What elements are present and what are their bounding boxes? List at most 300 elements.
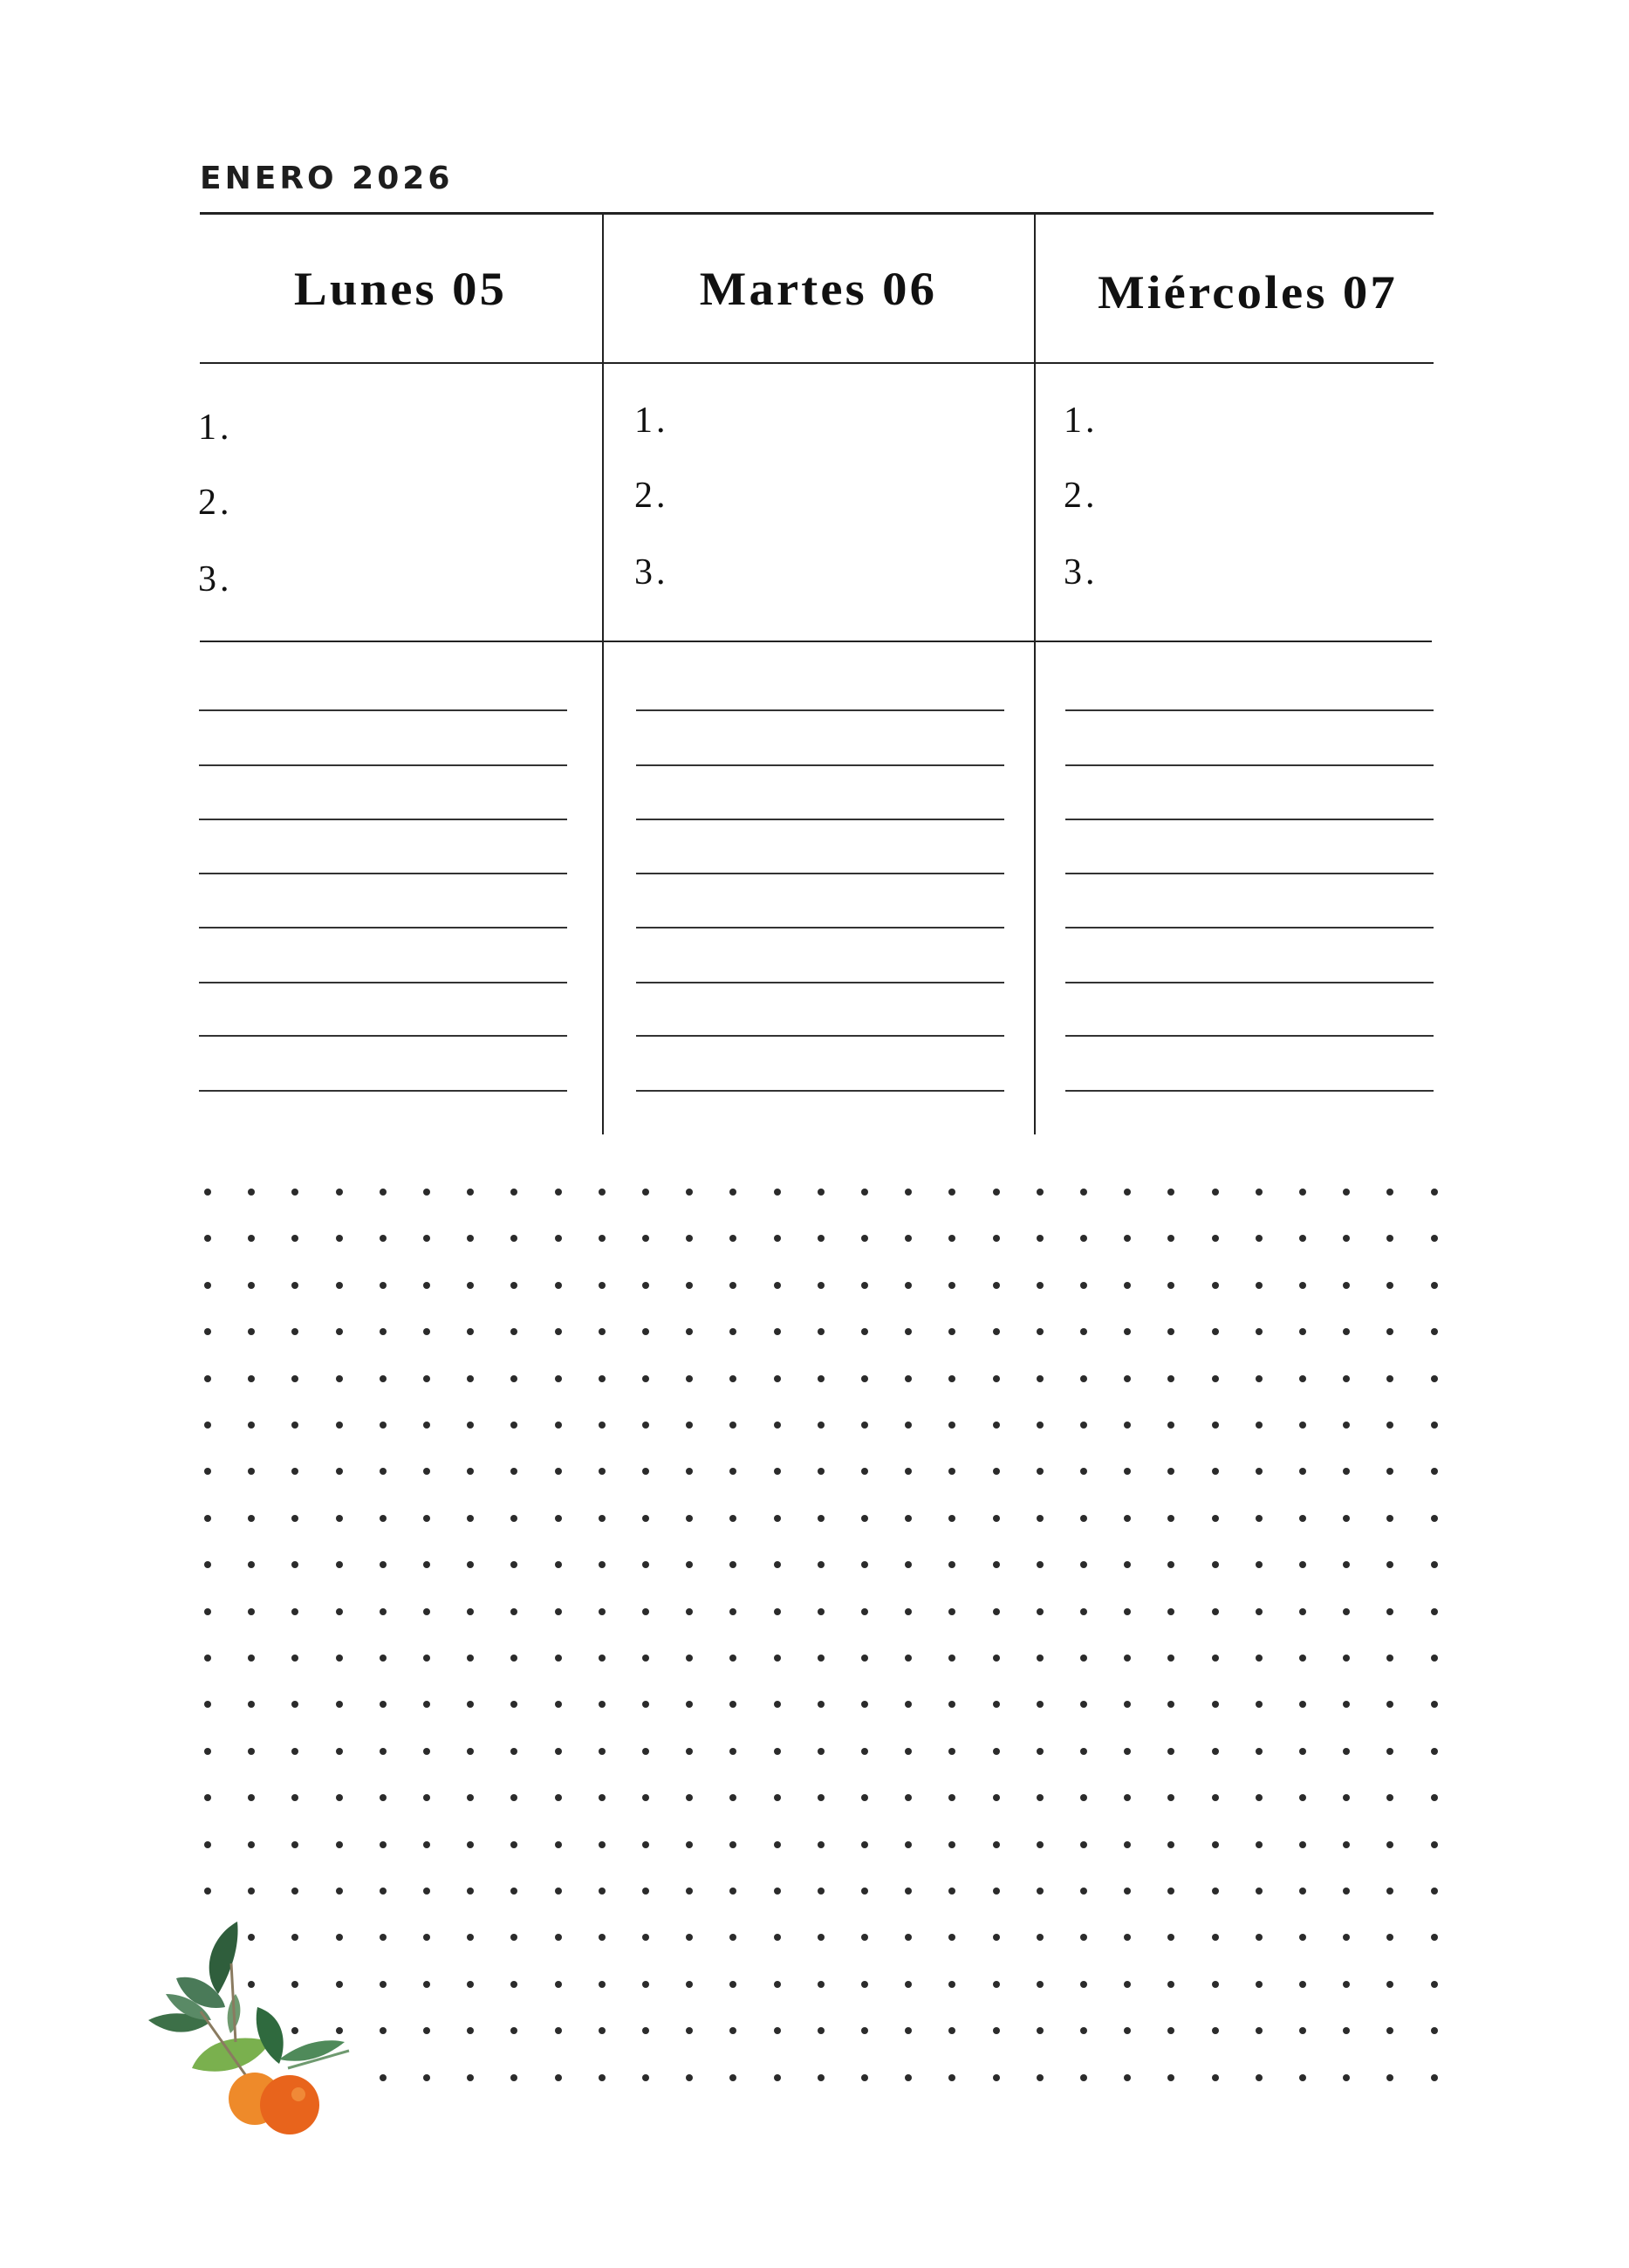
grid-dot — [1431, 1282, 1438, 1289]
grid-dot — [467, 2074, 474, 2081]
grid-dot — [1431, 2074, 1438, 2081]
grid-dot — [774, 1841, 781, 1848]
grid-dot — [380, 1748, 387, 1755]
grid-dot — [686, 1375, 693, 1382]
grid-dot — [599, 1888, 606, 1895]
grid-dot — [948, 1328, 955, 1335]
grid-dot — [423, 1701, 430, 1708]
grid-dot — [1343, 1701, 1350, 1708]
grid-dot — [1080, 1794, 1087, 1801]
grid-dot — [1037, 1981, 1044, 1988]
grid-dot — [729, 1468, 736, 1475]
grid-dot — [1037, 1189, 1044, 1196]
grid-dot — [1299, 1981, 1306, 1988]
priority-item[interactable]: 1. — [1064, 401, 1099, 441]
grid-dot — [1080, 1375, 1087, 1382]
grid-dot — [1037, 1841, 1044, 1848]
grid-dot — [993, 1515, 1000, 1522]
grid-dot — [248, 1561, 255, 1568]
grid-dot — [555, 1608, 562, 1615]
grid-dot — [423, 1888, 430, 1895]
grid-dot — [1386, 1655, 1393, 1662]
grid-dot — [291, 1608, 298, 1615]
grid-dot — [642, 1235, 649, 1242]
grid-dot — [1167, 1375, 1174, 1382]
writing-line[interactable] — [199, 709, 567, 711]
grid-dot — [1386, 1422, 1393, 1429]
grid-dot — [1299, 1701, 1306, 1708]
grid-dot — [948, 1235, 955, 1242]
grid-dot — [818, 1934, 825, 1941]
grid-dot — [510, 2074, 517, 2081]
writing-line[interactable] — [1065, 982, 1434, 983]
grid-dot — [423, 1515, 430, 1522]
grid-dot — [642, 1189, 649, 1196]
writing-line[interactable] — [1065, 709, 1434, 711]
grid-dot — [423, 1841, 430, 1848]
grid-dot — [380, 1794, 387, 1801]
priority-item[interactable]: 1. — [634, 401, 669, 441]
grid-dot — [291, 1235, 298, 1242]
grid-dot — [423, 1608, 430, 1615]
grid-dot — [993, 2027, 1000, 2034]
writing-line[interactable] — [1065, 1090, 1434, 1092]
grid-dot — [423, 1235, 430, 1242]
priority-item[interactable]: 3. — [198, 559, 233, 600]
writing-line[interactable] — [636, 1035, 1004, 1037]
grid-dot — [1080, 1608, 1087, 1615]
grid-dot — [204, 1282, 211, 1289]
grid-dot — [1256, 2074, 1263, 2081]
grid-dot — [1299, 1794, 1306, 1801]
grid-dot — [1167, 1655, 1174, 1662]
grid-dot — [642, 1748, 649, 1755]
grid-dot — [948, 1468, 955, 1475]
grid-dot — [1080, 2074, 1087, 2081]
grid-dot — [729, 1888, 736, 1895]
writing-line[interactable] — [636, 873, 1004, 874]
grid-dot — [1167, 1701, 1174, 1708]
grid-dot — [1299, 1468, 1306, 1475]
grid-dot — [818, 1235, 825, 1242]
grid-dot — [1080, 1282, 1087, 1289]
grid-dot — [686, 2027, 693, 2034]
grid-dot — [336, 1235, 343, 1242]
grid-dot — [1386, 1515, 1393, 1522]
grid-dot — [1080, 1701, 1087, 1708]
writing-line[interactable] — [636, 927, 1004, 928]
grid-dot — [248, 1375, 255, 1382]
grid-dot — [1080, 1934, 1087, 1941]
grid-dot — [818, 1515, 825, 1522]
grid-dot — [1080, 1888, 1087, 1895]
grid-dot — [555, 1422, 562, 1429]
grid-dot — [1256, 1701, 1263, 1708]
grid-dot — [555, 1981, 562, 1988]
grid-dot — [905, 1468, 912, 1475]
grid-dot — [1037, 1468, 1044, 1475]
grid-dot — [1080, 1468, 1087, 1475]
grid-dot — [336, 1561, 343, 1568]
grid-dot — [1037, 1235, 1044, 1242]
grid-dot — [1124, 1934, 1131, 1941]
writing-line[interactable] — [199, 819, 567, 820]
grid-dot — [948, 1282, 955, 1289]
grid-dot — [555, 1235, 562, 1242]
grid-dot — [1386, 1328, 1393, 1335]
grid-dot — [599, 1189, 606, 1196]
writing-line[interactable] — [1065, 764, 1434, 766]
grid-dot — [1299, 1282, 1306, 1289]
grid-dot — [642, 1794, 649, 1801]
grid-dot — [555, 1841, 562, 1848]
grid-dot — [467, 1468, 474, 1475]
grid-dot — [686, 1655, 693, 1662]
grid-dot — [1256, 1235, 1263, 1242]
grid-dot — [642, 1282, 649, 1289]
grid-dot — [1386, 1888, 1393, 1895]
writing-line[interactable] — [636, 764, 1004, 766]
grid-dot — [291, 1748, 298, 1755]
grid-dot — [467, 1189, 474, 1196]
grid-dot — [1431, 1608, 1438, 1615]
grid-dot — [1124, 1608, 1131, 1615]
grid-dot — [248, 1515, 255, 1522]
grid-dot — [1037, 2074, 1044, 2081]
grid-dot — [861, 1375, 868, 1382]
grid-dot — [467, 1375, 474, 1382]
grid-dot — [1256, 1561, 1263, 1568]
grid-dot — [467, 1841, 474, 1848]
grid-dot — [423, 1282, 430, 1289]
grid-dot — [1386, 1748, 1393, 1755]
grid-dot — [729, 1981, 736, 1988]
day-header-wednesday: Miércoles 07 — [1098, 266, 1398, 319]
grid-dot — [1431, 1655, 1438, 1662]
grid-dot — [336, 1189, 343, 1196]
grid-dot — [948, 1422, 955, 1429]
grid-dot — [1167, 1841, 1174, 1848]
grid-dot — [1256, 1655, 1263, 1662]
grid-dot — [905, 1981, 912, 1988]
grid-dot — [1124, 2027, 1131, 2034]
grid-dot — [380, 1608, 387, 1615]
grid-dot — [729, 1561, 736, 1568]
grid-dot — [1037, 1561, 1044, 1568]
grid-dot — [336, 1794, 343, 1801]
grid-dot — [599, 1655, 606, 1662]
grid-dot — [510, 1375, 517, 1382]
grid-dot — [1386, 1981, 1393, 1988]
grid-dot — [291, 1328, 298, 1335]
writing-line[interactable] — [1065, 873, 1434, 874]
grid-dot — [1037, 1515, 1044, 1522]
grid-dot — [1386, 1375, 1393, 1382]
grid-dot — [599, 1794, 606, 1801]
grid-dot — [291, 1515, 298, 1522]
grid-dot — [204, 1375, 211, 1382]
grid-dot — [599, 1841, 606, 1848]
grid-dot — [1037, 1934, 1044, 1941]
grid-dot — [686, 1189, 693, 1196]
grid-dot — [248, 1655, 255, 1662]
grid-dot — [861, 2027, 868, 2034]
grid-dot — [291, 1888, 298, 1895]
grid-dot — [467, 1422, 474, 1429]
writing-line[interactable] — [199, 764, 567, 766]
grid-dot — [1343, 1608, 1350, 1615]
grid-dot — [1124, 1841, 1131, 1848]
priority-item[interactable]: 2. — [1064, 476, 1099, 516]
grid-dot — [948, 1794, 955, 1801]
grid-dot — [380, 1934, 387, 1941]
day-header-monday: Lunes 05 — [293, 263, 508, 315]
grid-dot — [993, 1701, 1000, 1708]
writing-line[interactable] — [199, 927, 567, 928]
grid-dot — [510, 2027, 517, 2034]
grid-dot — [948, 1608, 955, 1615]
grid-dot — [1431, 1468, 1438, 1475]
grid-dot — [380, 1468, 387, 1475]
grid-dot — [1386, 1561, 1393, 1568]
priority-item[interactable]: 2. — [634, 476, 669, 516]
column-divider — [1034, 215, 1036, 1134]
grid-dot — [1431, 1375, 1438, 1382]
grid-dot — [204, 1794, 211, 1801]
grid-dot — [1124, 1561, 1131, 1568]
grid-dot — [818, 1328, 825, 1335]
grid-dot — [1386, 1794, 1393, 1801]
grid-dot — [948, 2027, 955, 2034]
grid-dot — [861, 1934, 868, 1941]
grid-dot — [818, 1468, 825, 1475]
grid-dot — [1124, 1515, 1131, 1522]
grid-dot — [818, 1561, 825, 1568]
grid-dot — [1343, 1328, 1350, 1335]
grid-dot — [1212, 1515, 1219, 1522]
grid-dot — [686, 1468, 693, 1475]
grid-dot — [1299, 1748, 1306, 1755]
grid-dot — [993, 1934, 1000, 1941]
writing-line[interactable] — [199, 1090, 567, 1092]
grid-dot — [1167, 1468, 1174, 1475]
grid-dot — [642, 1468, 649, 1475]
grid-dot — [1343, 1794, 1350, 1801]
grid-dot — [1124, 1468, 1131, 1475]
grid-dot — [1299, 1934, 1306, 1941]
grid-dot — [1386, 1468, 1393, 1475]
grid-dot — [686, 1282, 693, 1289]
grid-dot — [729, 1794, 736, 1801]
writing-line[interactable] — [1065, 1035, 1434, 1037]
priority-item[interactable]: 3. — [634, 552, 669, 593]
grid-dot — [467, 1748, 474, 1755]
writing-line[interactable] — [636, 709, 1004, 711]
grid-dot — [204, 1189, 211, 1196]
grid-dot — [1080, 1189, 1087, 1196]
grid-dot — [818, 1701, 825, 1708]
grid-dot — [774, 1655, 781, 1662]
grid-dot — [380, 1375, 387, 1382]
grid-dot — [774, 2074, 781, 2081]
grid-dot — [204, 1748, 211, 1755]
grid-dot — [905, 1608, 912, 1615]
column-divider — [602, 215, 604, 1134]
grid-dot — [555, 1934, 562, 1941]
grid-dot — [1386, 1701, 1393, 1708]
grid-dot — [774, 1422, 781, 1429]
grid-dot — [774, 1468, 781, 1475]
grid-dot — [1212, 1888, 1219, 1895]
grid-dot — [729, 1375, 736, 1382]
grid-dot — [1167, 1888, 1174, 1895]
writing-line[interactable] — [1065, 819, 1434, 820]
grid-dot — [380, 1888, 387, 1895]
grid-dot — [774, 1328, 781, 1335]
grid-dot — [948, 1934, 955, 1941]
grid-dot — [1343, 1189, 1350, 1196]
grid-dot — [248, 1328, 255, 1335]
writing-line[interactable] — [636, 1090, 1004, 1092]
writing-line[interactable] — [1065, 927, 1434, 928]
grid-dot — [686, 1934, 693, 1941]
grid-dot — [1299, 1235, 1306, 1242]
grid-dot — [204, 1608, 211, 1615]
grid-dot — [291, 1375, 298, 1382]
top-rule — [200, 212, 1434, 215]
grid-dot — [1343, 2074, 1350, 2081]
grid-dot — [1167, 1794, 1174, 1801]
grid-dot — [599, 1235, 606, 1242]
grid-dot — [642, 1841, 649, 1848]
grid-dot — [336, 1888, 343, 1895]
grid-dot — [861, 1981, 868, 1988]
grid-dot — [1256, 1422, 1263, 1429]
grid-dot — [948, 1515, 955, 1522]
grid-dot — [905, 1515, 912, 1522]
grid-dot — [204, 1655, 211, 1662]
grid-dot — [686, 1748, 693, 1755]
grid-dot — [861, 1189, 868, 1196]
grid-dot — [642, 2074, 649, 2081]
grid-dot — [1256, 1468, 1263, 1475]
grid-dot — [905, 1841, 912, 1848]
priority-item[interactable]: 3. — [1064, 552, 1099, 593]
grid-dot — [993, 1794, 1000, 1801]
grid-dot — [1386, 1189, 1393, 1196]
grid-dot — [599, 2074, 606, 2081]
grid-dot — [1037, 1375, 1044, 1382]
grid-dot — [948, 2074, 955, 2081]
grid-dot — [423, 1328, 430, 1335]
writing-line[interactable] — [199, 873, 567, 874]
priority-item[interactable]: 2. — [198, 483, 233, 523]
grid-dot — [1343, 1515, 1350, 1522]
grid-dot — [555, 1701, 562, 1708]
grid-dot — [1431, 1981, 1438, 1988]
grid-dot — [729, 1841, 736, 1848]
grid-dot — [905, 1794, 912, 1801]
grid-dot — [1431, 1934, 1438, 1941]
grid-dot — [905, 1375, 912, 1382]
grid-dot — [1343, 1888, 1350, 1895]
grid-dot — [336, 1375, 343, 1382]
grid-dot — [248, 1468, 255, 1475]
grid-dot — [380, 1235, 387, 1242]
writing-line[interactable] — [636, 819, 1004, 820]
grid-dot — [248, 1794, 255, 1801]
priority-item[interactable]: 1. — [198, 408, 233, 448]
grid-dot — [1431, 1422, 1438, 1429]
grid-dot — [423, 1468, 430, 1475]
grid-dot — [510, 1794, 517, 1801]
grid-dot — [774, 1794, 781, 1801]
grid-dot — [993, 1841, 1000, 1848]
grid-dot — [948, 1748, 955, 1755]
grid-dot — [818, 1981, 825, 1988]
grid-dot — [1037, 1608, 1044, 1615]
grid-dot — [1386, 1282, 1393, 1289]
grid-dot — [1256, 1375, 1263, 1382]
grid-dot — [467, 1701, 474, 1708]
grid-dot — [510, 1235, 517, 1242]
grid-dot — [861, 2074, 868, 2081]
grid-dot — [729, 1422, 736, 1429]
grid-dot — [1124, 1328, 1131, 1335]
grid-dot — [1212, 2027, 1219, 2034]
grid-dot — [993, 1422, 1000, 1429]
writing-line[interactable] — [199, 1035, 567, 1037]
grid-dot — [599, 1422, 606, 1429]
grid-dot — [729, 1282, 736, 1289]
grid-dot — [642, 1422, 649, 1429]
grid-dot — [774, 1888, 781, 1895]
grid-dot — [1167, 1235, 1174, 1242]
grid-dot — [861, 1561, 868, 1568]
grid-dot — [1080, 1841, 1087, 1848]
grid-dot — [861, 1841, 868, 1848]
grid-dot — [861, 1328, 868, 1335]
writing-line[interactable] — [636, 982, 1004, 983]
grid-dot — [1431, 1748, 1438, 1755]
grid-dot — [1386, 1934, 1393, 1941]
day-header-tuesday: Martes 06 — [699, 263, 938, 315]
grid-dot — [1299, 1608, 1306, 1615]
grid-dot — [861, 1608, 868, 1615]
grid-dot — [948, 1655, 955, 1662]
grid-dot — [510, 1422, 517, 1429]
grid-dot — [993, 1561, 1000, 1568]
grid-dot — [1212, 1841, 1219, 1848]
grid-dot — [1343, 1468, 1350, 1475]
grid-dot — [1124, 1701, 1131, 1708]
grid-dot — [248, 1282, 255, 1289]
writing-line[interactable] — [199, 982, 567, 983]
grid-dot — [1212, 1282, 1219, 1289]
grid-dot — [1037, 1282, 1044, 1289]
grid-dot — [1299, 1515, 1306, 1522]
grid-dot — [1080, 1235, 1087, 1242]
grid-dot — [1167, 1981, 1174, 1988]
grid-dot — [1431, 1189, 1438, 1196]
grid-dot — [861, 1282, 868, 1289]
grid-dot — [1212, 1794, 1219, 1801]
grid-dot — [380, 2074, 387, 2081]
grid-dot — [510, 1608, 517, 1615]
grid-dot — [1124, 1189, 1131, 1196]
grid-dot — [599, 1561, 606, 1568]
grid-dot — [555, 1561, 562, 1568]
